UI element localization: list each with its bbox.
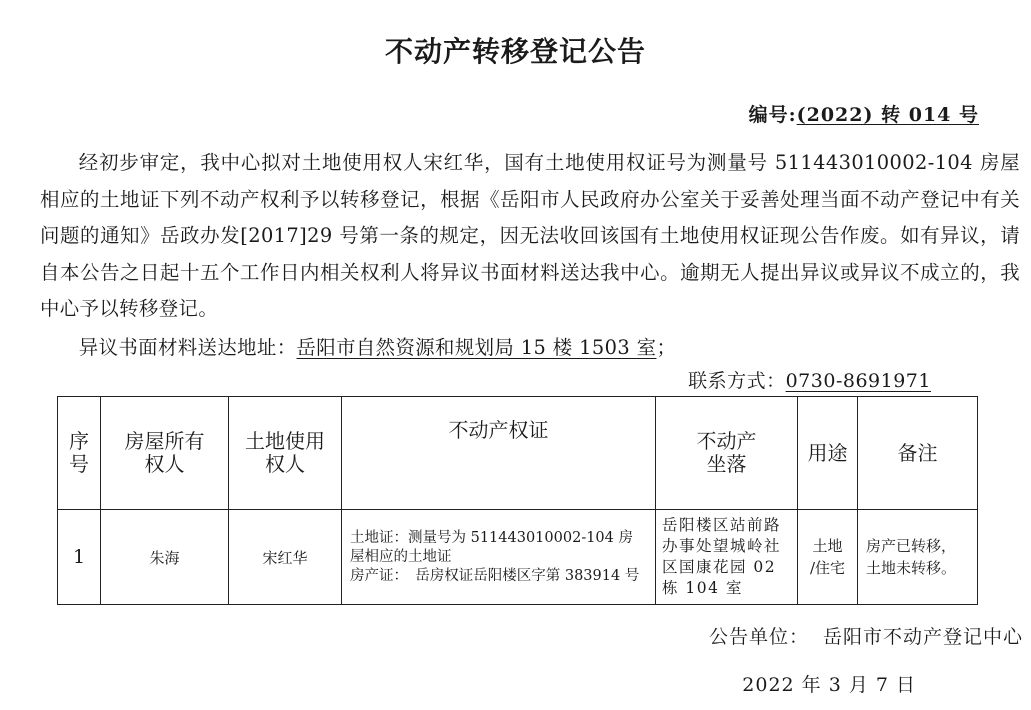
cell-certificate-land: 土地证：测量号为 511443010002-104 房屋相应的土地证: [350, 529, 633, 565]
header-location-line1: 不动产: [696, 429, 757, 453]
cell-remark-line1: 房产已转移，: [866, 537, 957, 555]
document-number-value: (2022) 转 014 号: [796, 104, 979, 126]
table-row: [58, 510, 978, 605]
header-house-owner-line2: 权人: [144, 452, 185, 476]
address-label: 异议书面材料送达地址：: [78, 336, 297, 359]
property-table: [57, 396, 978, 605]
header-serial-number-line1: 序: [69, 429, 89, 453]
issuing-unit: [709, 622, 1023, 649]
contact-info: [688, 366, 931, 396]
header-land-user-line2: 权人: [265, 452, 305, 476]
contact-label: 联系方式：: [688, 370, 786, 392]
cell-certificate: [342, 510, 656, 605]
issuing-unit-name: 岳阳市不动产登记中心: [822, 626, 1023, 648]
table-header-row: [58, 397, 978, 510]
cell-remark-line2: 土地未转移。: [866, 559, 957, 577]
cell-certificate-house: 房产证： 岳房权证岳阳楼区字第 383914 号: [350, 567, 640, 584]
header-land-user-line1: 土地使用: [245, 429, 325, 453]
address-value: 岳阳市自然资源和规划局 15 楼 1503 室: [296, 336, 657, 359]
contact-phone: 0730-8691971: [785, 370, 931, 392]
header-house-owner-line1: 房屋所有: [124, 429, 205, 453]
header-land-user: [229, 397, 342, 510]
cell-house-owner: 朱海: [101, 510, 229, 605]
document-number-label: 编号:: [748, 104, 797, 126]
header-location: [656, 397, 798, 510]
header-remark: 备注: [858, 397, 978, 510]
address-suffix: ；: [656, 336, 677, 359]
header-serial-number: [58, 397, 101, 510]
issue-date: 2022 年 3 月 7 日: [742, 674, 916, 696]
header-house-owner: [101, 397, 229, 510]
header-certificate: 不动产权证: [342, 397, 656, 510]
notice-body: 经初步审定，我中心拟对土地使用权人宋红华，国有土地使用权证号为测量号 511443010002-104 房屋相应的土地证下列不动产权利予以转移登记，根据《岳阳市人民政府办公室关于妥善处理当面不动产登记中有关问题的通知》岳政办发[2017]29 号第一条的规定，因无法收回该国有土地使用权证现公告作废。如有异议，请自本公告之日起十五个工作日内相关权利人将异议书面材料送达我中心。逾期无人提出异议或异议不成立的，我中心予以转移登记。: [40, 151, 1020, 320]
cell-usage: [798, 510, 858, 605]
header-serial-number-line2: 号: [69, 452, 89, 476]
objection-address: [40, 330, 1020, 366]
cell-usage-line1: 土地: [812, 537, 843, 555]
cell-remark: [858, 510, 978, 605]
cell-usage-line2: /住宅: [809, 559, 846, 577]
cell-land-user: 宋红华: [229, 510, 342, 605]
header-location-line2: 坐落: [706, 452, 747, 476]
header-usage: 用途: [798, 397, 858, 510]
document-number: [749, 100, 979, 127]
issuing-unit-label: 公告单位：: [708, 626, 809, 648]
cell-location: 岳阳楼区站前路办事处望城岭社区国康花园 02 栋 104 室: [656, 510, 798, 605]
cell-serial-number: 1: [58, 510, 101, 605]
notice-title: 不动产转移登记公告: [384, 35, 646, 68]
